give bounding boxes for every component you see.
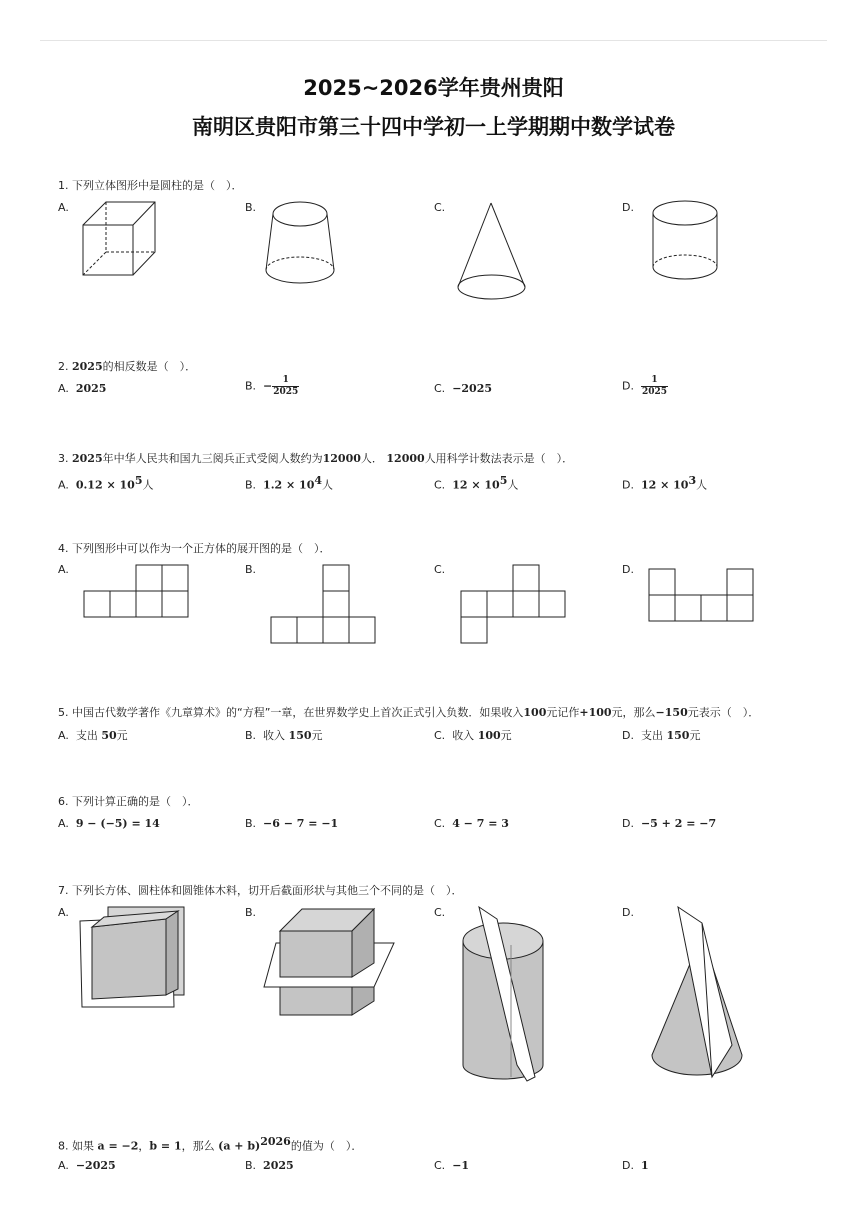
q5-stem: 5. 中国古代数学著作《九章算术》的“方程”一章，在世界数学史上首次正式引入负数．如果收入100元记作+100元，那么−150元表示（ ）． — [58, 706, 760, 719]
q3-option-d: D. $12 \times 10^3$人 — [622, 474, 708, 492]
q6-option-d: D. −5 + 2 = −7 — [622, 817, 717, 830]
q5-option-b: B. 收入 150元 — [245, 729, 323, 742]
top-rule — [40, 40, 827, 41]
q7-cuboid-horizontal-slice — [262, 905, 402, 1025]
q4-net-a — [80, 563, 190, 623]
q8-option-c: C. −1 — [434, 1159, 470, 1172]
q7-cone-vertical-slice — [648, 905, 748, 1085]
q1-frustum-figure — [262, 195, 342, 290]
q7-option-c-label: C. — [434, 906, 446, 919]
q6-stem: 6. 下列计算正确的是（ ）． — [58, 795, 199, 808]
q5-option-d: D. 支出 150元 — [622, 729, 701, 742]
q2-option-a-value: 2025 — [75, 382, 107, 395]
q2-option-d: D. $\frac{1}{2025}$ — [622, 375, 668, 397]
q4-option-c-label: C. — [434, 563, 446, 576]
q4-option-b-label: B. — [245, 563, 257, 576]
q2-option-b: B. − $\frac{1}{2025}$ — [245, 375, 299, 397]
page-title-line2: 南明区贵阳市第三十四中学初一上学期期中数学试卷 — [192, 115, 675, 139]
q5-option-a: A. 支出 50元 — [58, 729, 128, 742]
q3-option-a: A. $0.12 \times 10^5$人 — [58, 474, 154, 492]
q1-cylinder-figure — [645, 195, 725, 290]
q1-cone-figure — [452, 195, 532, 305]
q2-option-a: A. 2025 — [58, 382, 107, 395]
q3-option-c: C. $12 \times 10^5$人 — [434, 474, 519, 492]
q4-net-c — [458, 563, 570, 648]
q4-option-d-label: D. — [622, 563, 634, 576]
q7-cuboid-vertical-slice — [78, 905, 188, 1010]
q1-cube-figure — [75, 195, 165, 290]
q2-option-c: C. −2025 — [434, 382, 493, 395]
page-title-line1: 2025~2026学年贵州贵阳 — [303, 76, 564, 100]
q5-option-c: C. 收入 100元 — [434, 729, 512, 742]
q1-option-d-label: D. — [622, 201, 634, 214]
q6-option-b: B. −6 − 7 = −1 — [245, 817, 339, 830]
q8-stem: 8. 如果 a = −2，b = 1，那么 $(a + b)^{2026}$的值为（ ）． — [58, 1135, 363, 1153]
q7-option-a-label: A. — [58, 906, 69, 919]
q1-option-a-label: A. — [58, 201, 69, 214]
q4-option-a-label: A. — [58, 563, 69, 576]
q7-cylinder-vertical-slice — [455, 905, 560, 1085]
q1-option-c-label: C. — [434, 201, 446, 214]
q8-option-a: A. −2025 — [58, 1159, 116, 1172]
q7-stem: 7. 下列长方体、圆柱体和圆锥体木料，切开后截面形状与其他三个不同的是（ ）． — [58, 884, 463, 897]
q2-option-b-fraction: $\frac{1}{2025}$ — [273, 375, 299, 397]
q2-stem: 2. 2025的相反数是（ ）． — [58, 360, 197, 373]
q8-option-b: B. 2025 — [245, 1159, 294, 1172]
q2-option-d-fraction: $\frac{1}{2025}$ — [641, 375, 668, 397]
q3-option-b: B. $1.2 \times 10^4$人 — [245, 474, 334, 492]
q7-option-d-label: D. — [622, 906, 634, 919]
q4-net-b — [268, 563, 380, 648]
q2-stem-number: 2025 — [72, 360, 103, 373]
q4-net-d — [646, 567, 758, 627]
q6-option-a: A. 9 − (−5) = 14 — [58, 817, 160, 830]
q4-stem: 4. 下列图形中可以作为一个正方体的展开图的是（ ）． — [58, 542, 331, 555]
q2-option-c-value: −2025 — [452, 382, 493, 395]
q1-stem: 1. 下列立体图形中是圆柱的是（ ）． — [58, 179, 243, 192]
q3-stem: 3. 2025年中华人民共和国九三阅兵正式受阅人数约为12000人． 12000人用科学计数法表示是（ ）． — [58, 452, 574, 465]
q1-option-b-label: B. — [245, 201, 257, 214]
q8-option-d: D. 1 — [622, 1159, 649, 1172]
q6-option-c: C. 4 − 7 = 3 — [434, 817, 509, 830]
q7-option-b-label: B. — [245, 906, 257, 919]
